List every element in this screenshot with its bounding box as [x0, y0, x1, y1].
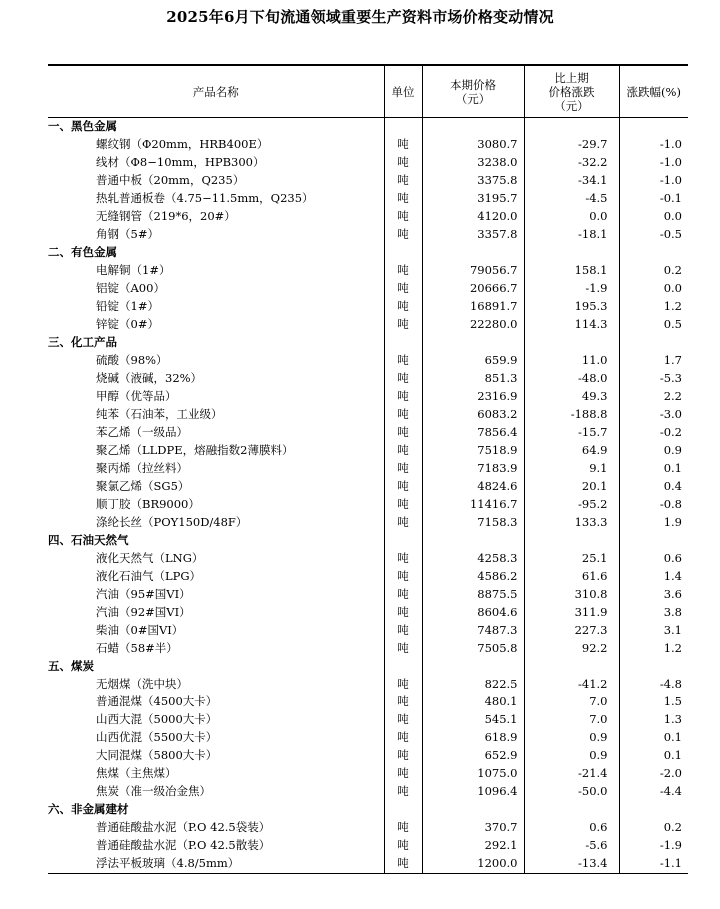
- header-price-change-line1: 比上期: [554, 70, 589, 85]
- product-name-cell: 铝锭（A00）: [96, 281, 165, 296]
- unit-cell: 吨: [384, 459, 422, 477]
- table-row: [48, 477, 688, 495]
- product-name-cell: 顺丁胶（BR9000）: [96, 496, 200, 511]
- price-table: [48, 64, 688, 873]
- unit-cell: 吨: [384, 729, 422, 747]
- header-change-percent: 涨跌幅(%): [619, 65, 688, 118]
- price-change-cell: 7.0: [524, 711, 619, 729]
- current-price-cell: 7183.9: [422, 459, 524, 477]
- header-price-change-line3: （元）: [554, 98, 589, 113]
- unit-cell: 吨: [384, 226, 422, 244]
- price-change-cell: 64.9: [524, 441, 619, 459]
- price-change-cell: -50.0: [524, 783, 619, 801]
- section-empty-cell: [524, 118, 619, 136]
- current-price-cell: 7856.4: [422, 423, 524, 441]
- header-product-name: 产品名称: [48, 65, 384, 118]
- section-empty-cell: [619, 118, 688, 136]
- current-price-cell: 3357.8: [422, 226, 524, 244]
- change-percent-cell: -4.4: [619, 783, 688, 801]
- unit-cell: 吨: [384, 711, 422, 729]
- change-percent-cell: -1.1: [619, 855, 688, 873]
- current-price-cell: 370.7: [422, 819, 524, 837]
- table-row: [48, 585, 688, 603]
- unit-cell: 吨: [384, 477, 422, 495]
- price-change-cell: 49.3: [524, 388, 619, 406]
- section-empty-cell: [384, 801, 422, 819]
- table-row: [48, 837, 688, 855]
- section-empty-cell: [422, 657, 524, 675]
- price-change-cell: 11.0: [524, 352, 619, 370]
- price-change-cell: 114.3: [524, 316, 619, 334]
- section-empty-cell: [422, 244, 524, 262]
- price-change-cell: -29.7: [524, 136, 619, 154]
- header-unit: 单位: [384, 65, 422, 118]
- current-price-cell: 2316.9: [422, 388, 524, 406]
- price-change-cell: -34.1: [524, 172, 619, 190]
- change-percent-cell: 0.9: [619, 441, 688, 459]
- current-price-cell: 618.9: [422, 729, 524, 747]
- price-change-cell: 158.1: [524, 262, 619, 280]
- price-change-cell: -95.2: [524, 495, 619, 513]
- current-price-cell: 4120.0: [422, 208, 524, 226]
- product-name-cell: 烧碱（液碱，32%）: [96, 371, 203, 386]
- product-name-cell: 聚乙烯（LLDPE，熔融指数2薄膜料）: [96, 442, 294, 457]
- price-change-cell: 227.3: [524, 621, 619, 639]
- current-price-cell: 659.9: [422, 352, 524, 370]
- change-percent-cell: -3.0: [619, 406, 688, 424]
- product-name-cell: 线材（Φ8−10mm，HPB300）: [96, 155, 265, 170]
- section-empty-cell: [384, 244, 422, 262]
- change-percent-cell: 0.0: [619, 208, 688, 226]
- product-name-cell: 锌锭（0#）: [96, 317, 159, 332]
- change-percent-cell: -0.5: [619, 226, 688, 244]
- table-row: [48, 675, 688, 693]
- unit-cell: 吨: [384, 190, 422, 208]
- change-percent-cell: 1.3: [619, 711, 688, 729]
- table-row: [48, 639, 688, 657]
- table-row: [48, 441, 688, 459]
- current-price-cell: 480.1: [422, 693, 524, 711]
- product-name-cell: 铅锭（1#）: [96, 299, 159, 314]
- current-price-cell: 22280.0: [422, 316, 524, 334]
- product-name-cell: 山西大混（5000大卡）: [96, 712, 218, 727]
- change-percent-cell: -4.8: [619, 675, 688, 693]
- section-empty-cell: [619, 657, 688, 675]
- product-name-cell: 焦煤（主焦煤）: [96, 766, 177, 781]
- table-row: [48, 423, 688, 441]
- price-change-cell: 20.1: [524, 477, 619, 495]
- change-percent-cell: -2.0: [619, 765, 688, 783]
- unit-cell: 吨: [384, 765, 422, 783]
- table-row: [48, 567, 688, 585]
- current-price-cell: 1200.0: [422, 855, 524, 873]
- unit-cell: 吨: [384, 675, 422, 693]
- price-change-cell: -4.5: [524, 190, 619, 208]
- unit-cell: 吨: [384, 639, 422, 657]
- section-row: [48, 657, 688, 675]
- unit-cell: 吨: [384, 280, 422, 298]
- table-row: [48, 316, 688, 334]
- product-name-cell: 苯乙烯（一级品）: [96, 424, 188, 439]
- change-percent-cell: 0.1: [619, 459, 688, 477]
- unit-cell: 吨: [384, 837, 422, 855]
- current-price-cell: 4586.2: [422, 567, 524, 585]
- section-row: [48, 801, 688, 819]
- table-row: [48, 459, 688, 477]
- unit-cell: 吨: [384, 603, 422, 621]
- price-change-cell: -18.1: [524, 226, 619, 244]
- table-row: [48, 495, 688, 513]
- change-percent-cell: 3.1: [619, 621, 688, 639]
- price-change-cell: -13.4: [524, 855, 619, 873]
- section-empty-cell: [384, 334, 422, 352]
- price-change-cell: 195.3: [524, 298, 619, 316]
- price-change-cell: 133.3: [524, 513, 619, 531]
- product-name-cell: 纯苯（石油苯，工业级）: [96, 406, 223, 421]
- change-percent-cell: 0.2: [619, 262, 688, 280]
- price-change-cell: 0.0: [524, 208, 619, 226]
- product-name-cell: 硫酸（98%）: [96, 353, 168, 368]
- unit-cell: 吨: [384, 316, 422, 334]
- price-change-cell: 61.6: [524, 567, 619, 585]
- unit-cell: 吨: [384, 747, 422, 765]
- unit-cell: 吨: [384, 208, 422, 226]
- section-empty-cell: [422, 334, 524, 352]
- change-percent-cell: 1.2: [619, 639, 688, 657]
- section-empty-cell: [422, 118, 524, 136]
- section-title: 一、黑色金属: [48, 119, 117, 134]
- table-row: [48, 729, 688, 747]
- current-price-cell: 7505.8: [422, 639, 524, 657]
- table-row: [48, 603, 688, 621]
- current-price-cell: 7518.9: [422, 441, 524, 459]
- table-row: [48, 693, 688, 711]
- section-empty-cell: [384, 531, 422, 549]
- section-row: [48, 334, 688, 352]
- price-change-cell: 0.9: [524, 729, 619, 747]
- current-price-cell: 4258.3: [422, 549, 524, 567]
- unit-cell: 吨: [384, 585, 422, 603]
- section-empty-cell: [524, 657, 619, 675]
- change-percent-cell: 2.2: [619, 388, 688, 406]
- product-name-cell: 电解铜（1#）: [96, 263, 171, 278]
- table-bottom-border: [48, 873, 688, 874]
- change-percent-cell: 0.0: [619, 280, 688, 298]
- change-percent-cell: 1.5: [619, 693, 688, 711]
- table-body: [48, 118, 688, 873]
- section-empty-cell: [619, 801, 688, 819]
- unit-cell: 吨: [384, 154, 422, 172]
- current-price-cell: 3238.0: [422, 154, 524, 172]
- table-row: [48, 262, 688, 280]
- current-price-cell: 16891.7: [422, 298, 524, 316]
- change-percent-cell: -0.8: [619, 495, 688, 513]
- unit-cell: 吨: [384, 406, 422, 424]
- unit-cell: 吨: [384, 172, 422, 190]
- section-empty-cell: [524, 334, 619, 352]
- product-name-cell: 液化石油气（LPG）: [96, 568, 202, 583]
- header-current-price: [422, 65, 524, 118]
- price-change-cell: -5.6: [524, 837, 619, 855]
- product-name-cell: 螺纹钢（Φ20mm，HRB400E）: [96, 137, 269, 152]
- price-change-cell: -15.7: [524, 423, 619, 441]
- product-name-cell: 普通混煤（4500大卡）: [96, 694, 218, 709]
- table-row: [48, 513, 688, 531]
- current-price-cell: 8875.5: [422, 585, 524, 603]
- current-price-cell: 3195.7: [422, 190, 524, 208]
- product-name-cell: 汽油（92#国VI）: [96, 604, 191, 619]
- section-row: [48, 531, 688, 549]
- product-name-cell: 汽油（95#国VI）: [96, 586, 191, 601]
- table-row: [48, 549, 688, 567]
- table-row: [48, 298, 688, 316]
- change-percent-cell: 1.4: [619, 567, 688, 585]
- table-row: [48, 208, 688, 226]
- unit-cell: 吨: [384, 549, 422, 567]
- table-row: [48, 136, 688, 154]
- current-price-cell: 20666.7: [422, 280, 524, 298]
- change-percent-cell: 0.5: [619, 316, 688, 334]
- current-price-cell: 545.1: [422, 711, 524, 729]
- product-name-cell: 柴油（0#国VI）: [96, 622, 184, 637]
- product-name-cell: 甲醇（优等品）: [96, 389, 177, 404]
- section-empty-cell: [524, 801, 619, 819]
- price-change-cell: 311.9: [524, 603, 619, 621]
- price-change-cell: -21.4: [524, 765, 619, 783]
- unit-cell: 吨: [384, 370, 422, 388]
- table-row: [48, 172, 688, 190]
- header-current-price-line1: 本期价格: [450, 77, 496, 92]
- product-name-cell: 山西优混（5500大卡）: [96, 730, 218, 745]
- price-change-cell: -41.2: [524, 675, 619, 693]
- change-percent-cell: 1.7: [619, 352, 688, 370]
- unit-cell: 吨: [384, 423, 422, 441]
- table-row: [48, 819, 688, 837]
- price-change-cell: 9.1: [524, 459, 619, 477]
- current-price-cell: 7158.3: [422, 513, 524, 531]
- price-change-cell: 0.9: [524, 747, 619, 765]
- section-row: [48, 244, 688, 262]
- change-percent-cell: 0.2: [619, 819, 688, 837]
- current-price-cell: 292.1: [422, 837, 524, 855]
- page-title: 2025年6月下旬流通领域重要生产资料市场价格变动情况: [166, 8, 554, 26]
- unit-cell: 吨: [384, 783, 422, 801]
- price-change-cell: 0.6: [524, 819, 619, 837]
- product-name-cell: 焦炭（准一级冶金焦）: [96, 784, 211, 799]
- change-percent-cell: 0.6: [619, 549, 688, 567]
- current-price-cell: 851.3: [422, 370, 524, 388]
- header-price-change: [524, 65, 619, 118]
- change-percent-cell: -1.0: [619, 172, 688, 190]
- table-row: [48, 280, 688, 298]
- section-title: 六、非金属建材: [48, 802, 129, 817]
- section-empty-cell: [422, 531, 524, 549]
- change-percent-cell: 1.2: [619, 298, 688, 316]
- current-price-cell: 3375.8: [422, 172, 524, 190]
- unit-cell: 吨: [384, 298, 422, 316]
- product-name-cell: 液化天然气（LNG）: [96, 550, 204, 565]
- price-change-cell: -32.2: [524, 154, 619, 172]
- current-price-cell: 652.9: [422, 747, 524, 765]
- product-name-cell: 普通硅酸盐水泥（P.O 42.5袋装）: [96, 820, 271, 835]
- table-row: [48, 765, 688, 783]
- unit-cell: 吨: [384, 567, 422, 585]
- change-percent-cell: -0.2: [619, 423, 688, 441]
- product-name-cell: 聚氯乙烯（SG5）: [96, 478, 190, 493]
- change-percent-cell: -1.0: [619, 136, 688, 154]
- header-price-change-line2: 价格涨跌: [548, 84, 595, 99]
- change-percent-cell: 0.4: [619, 477, 688, 495]
- section-title: 二、有色金属: [48, 245, 117, 260]
- product-name-cell: 无烟煤（洗中块）: [96, 676, 188, 691]
- current-price-cell: 7487.3: [422, 621, 524, 639]
- table-row: [48, 154, 688, 172]
- current-price-cell: 4824.6: [422, 477, 524, 495]
- price-change-cell: 25.1: [524, 549, 619, 567]
- table-row: [48, 711, 688, 729]
- table-header-row: [48, 65, 688, 118]
- section-empty-cell: [524, 531, 619, 549]
- price-change-cell: -1.9: [524, 280, 619, 298]
- change-percent-cell: 1.9: [619, 513, 688, 531]
- table-row: [48, 406, 688, 424]
- section-title: 四、石油天然气: [48, 532, 129, 547]
- change-percent-cell: 3.6: [619, 585, 688, 603]
- price-change-cell: 92.2: [524, 639, 619, 657]
- section-title: 三、化工产品: [48, 335, 117, 350]
- price-change-cell: -48.0: [524, 370, 619, 388]
- current-price-cell: 79056.7: [422, 262, 524, 280]
- current-price-cell: 1096.4: [422, 783, 524, 801]
- product-name-cell: 大同混煤（5800大卡）: [96, 748, 218, 763]
- unit-cell: 吨: [384, 441, 422, 459]
- table-row: [48, 190, 688, 208]
- current-price-cell: 11416.7: [422, 495, 524, 513]
- product-name-cell: 普通中板（20mm，Q235）: [96, 173, 245, 188]
- product-name-cell: 浮法平板玻璃（4.8/5mm）: [96, 856, 240, 871]
- current-price-cell: 822.5: [422, 675, 524, 693]
- section-empty-cell: [384, 118, 422, 136]
- price-change-cell: 7.0: [524, 693, 619, 711]
- current-price-cell: 1075.0: [422, 765, 524, 783]
- product-name-cell: 涤纶长丝（POY150D/48F）: [96, 514, 248, 529]
- table-row: [48, 388, 688, 406]
- table-row: [48, 226, 688, 244]
- change-percent-cell: 0.1: [619, 747, 688, 765]
- section-title: 五、煤炭: [48, 658, 94, 673]
- section-empty-cell: [422, 801, 524, 819]
- product-name-cell: 石蜡（58#半）: [96, 640, 178, 655]
- current-price-cell: 6083.2: [422, 406, 524, 424]
- section-empty-cell: [524, 244, 619, 262]
- unit-cell: 吨: [384, 693, 422, 711]
- unit-cell: 吨: [384, 513, 422, 531]
- table-row: [48, 370, 688, 388]
- price-change-cell: -188.8: [524, 406, 619, 424]
- change-percent-cell: -0.1: [619, 190, 688, 208]
- section-empty-cell: [384, 657, 422, 675]
- change-percent-cell: 0.1: [619, 729, 688, 747]
- unit-cell: 吨: [384, 495, 422, 513]
- table-row: [48, 621, 688, 639]
- unit-cell: 吨: [384, 855, 422, 873]
- header-current-price-line2: （元）: [455, 91, 491, 106]
- product-name-cell: 角钢（5#）: [96, 227, 159, 242]
- change-percent-cell: -1.0: [619, 154, 688, 172]
- unit-cell: 吨: [384, 388, 422, 406]
- current-price-cell: 8604.6: [422, 603, 524, 621]
- product-name-cell: 聚丙烯（拉丝料）: [96, 460, 188, 475]
- table-row: [48, 855, 688, 873]
- unit-cell: 吨: [384, 352, 422, 370]
- unit-cell: 吨: [384, 819, 422, 837]
- price-change-cell: 310.8: [524, 585, 619, 603]
- product-name-cell: 热轧普通板卷（4.75−11.5mm，Q235）: [96, 191, 314, 206]
- product-name-cell: 无缝钢管（219*6，20#）: [96, 209, 236, 224]
- section-empty-cell: [619, 334, 688, 352]
- section-row: [48, 118, 688, 136]
- table-row: [48, 783, 688, 801]
- table-row: [48, 747, 688, 765]
- unit-cell: 吨: [384, 262, 422, 280]
- change-percent-cell: 3.8: [619, 603, 688, 621]
- unit-cell: 吨: [384, 621, 422, 639]
- section-empty-cell: [619, 531, 688, 549]
- unit-cell: 吨: [384, 136, 422, 154]
- table-row: [48, 352, 688, 370]
- change-percent-cell: -1.9: [619, 837, 688, 855]
- change-percent-cell: -5.3: [619, 370, 688, 388]
- section-empty-cell: [619, 244, 688, 262]
- product-name-cell: 普通硅酸盐水泥（P.O 42.5散装）: [96, 838, 271, 853]
- current-price-cell: 3080.7: [422, 136, 524, 154]
